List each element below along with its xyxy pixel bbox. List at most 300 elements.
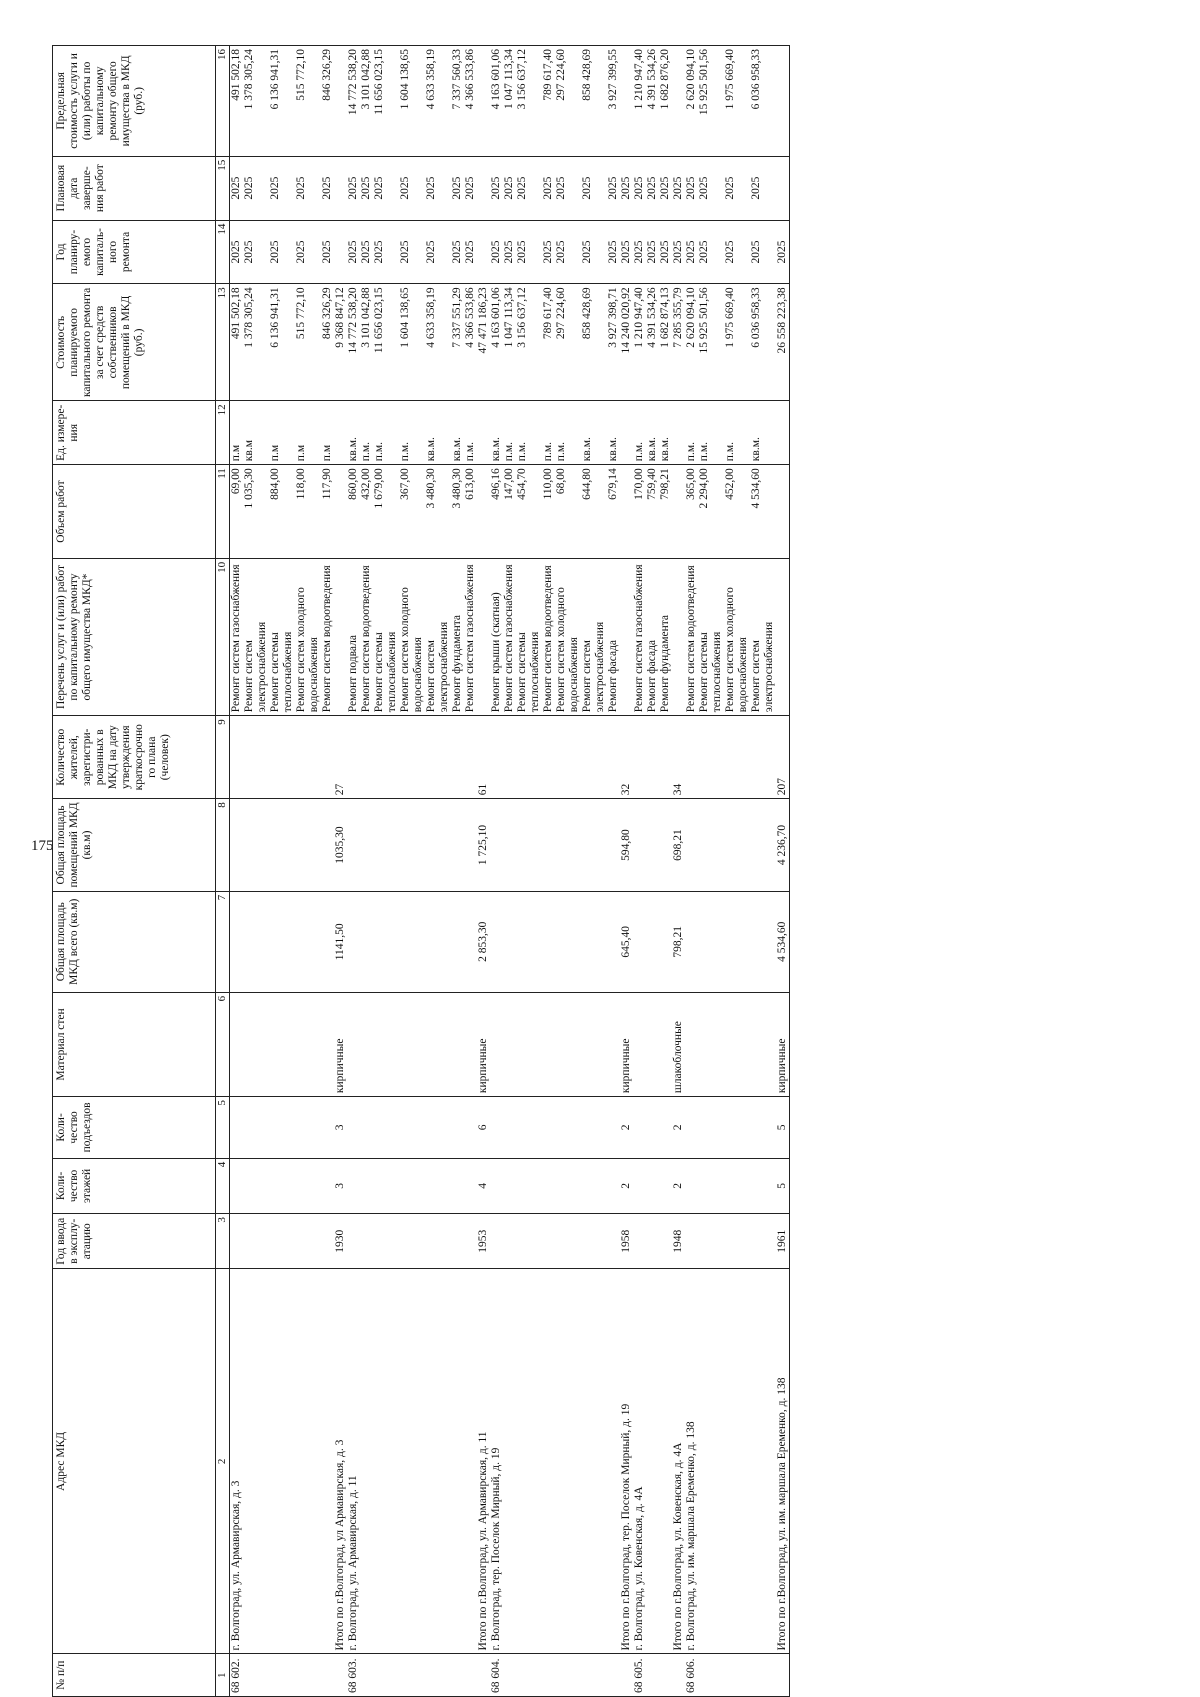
page-number: 175 (31, 838, 54, 854)
cell-built (555, 1214, 581, 1269)
cell-area (685, 799, 698, 892)
cell-total (555, 891, 581, 992)
cell-addr: Итого по г.Волгоград, ул. Ковенская, д. 4А (672, 1269, 685, 1654)
column-header-5: Коли-чество подъездов (53, 1097, 216, 1159)
cell-date: 2025 (620, 156, 633, 220)
cell-unit: п.м. (373, 401, 399, 465)
cell-built: 1953 (477, 1214, 490, 1269)
cell-date: 2025 (399, 156, 425, 220)
cell-cost: 3 101 042,88 (360, 284, 373, 401)
column-number-15: 15 (216, 156, 230, 220)
cell-cost: 3 156 637,12 (516, 284, 542, 401)
cell-built (607, 1214, 620, 1269)
cell-vol: 452,00 (724, 465, 750, 559)
cell-id (295, 1654, 321, 1697)
cell-date: 2025 (503, 156, 516, 220)
cell-id (607, 1654, 620, 1697)
cell-walls (243, 992, 269, 1096)
cell-id (360, 1654, 373, 1697)
cell-work: Ремонт систем электроснабжения (581, 558, 607, 715)
cell-year: 2025 (724, 220, 750, 284)
cell-vol: 2 294,00 (698, 465, 724, 559)
cell-entr (243, 1097, 269, 1159)
cell-built (685, 1214, 698, 1269)
cell-id (672, 1654, 685, 1697)
cell-unit: п.м. (698, 401, 724, 465)
cell-total (542, 891, 555, 992)
cell-floors (685, 1158, 698, 1213)
cell-area (516, 799, 542, 892)
cell-walls (724, 992, 750, 1096)
column-header-13: Стоимость планируемого капитального ремонта за счет средств собственников помещений в МКД (руб.) (53, 284, 216, 401)
cell-addr: г. Волгоград, ул. Армавирская, д. 11 (347, 1269, 360, 1654)
column-number-11: 11 (216, 465, 230, 559)
cell-floors (451, 1158, 464, 1213)
cell-date: 2025 (542, 156, 555, 220)
cell-vol: 613,00 (464, 465, 477, 559)
cell-cost: 297 224,60 (555, 284, 581, 401)
cell-cost: 1 975 669,40 (724, 284, 750, 401)
cell-built (516, 1214, 542, 1269)
cell-id (542, 1654, 555, 1697)
cell-entr (516, 1097, 542, 1159)
cell-area (724, 799, 750, 892)
cell-vol: 432,00 (360, 465, 373, 559)
cell-walls (425, 992, 451, 1096)
cell-built: 1948 (672, 1214, 685, 1269)
cell-limit: 6 136 941,31 (269, 46, 295, 157)
cell-vol: 3 480,30 (451, 465, 464, 559)
cell-floors (230, 1158, 244, 1213)
cell-people (633, 716, 646, 799)
cell-work: Ремонт систем водоотведения (360, 558, 373, 715)
cell-walls (698, 992, 724, 1096)
cell-limit: 1 047 113,34 (503, 46, 516, 157)
cell-area (360, 799, 373, 892)
cell-date: 2025 (451, 156, 464, 220)
cell-addr: г. Волгоград, тер. Поселок Мирный, д. 19 (490, 1269, 503, 1654)
cell-people (360, 716, 373, 799)
cell-work: Ремонт системы теплоснабжения (269, 558, 295, 715)
cell-year: 2025 (295, 220, 321, 284)
column-number-16: 16 (216, 46, 230, 157)
cell-walls: кирпичные (620, 992, 633, 1096)
cell-entr (425, 1097, 451, 1159)
cell-cost: 491 502,18 (230, 284, 244, 401)
cell-cost: 2 620 094,10 (685, 284, 698, 401)
cell-year: 2025 (542, 220, 555, 284)
cell-work: Ремонт систем электроснабжения (243, 558, 269, 715)
cell-built (295, 1214, 321, 1269)
cell-year: 2025 (243, 220, 269, 284)
cell-unit: п.м. (516, 401, 542, 465)
cell-walls (542, 992, 555, 1096)
column-header-6: Материал стен (53, 992, 216, 1096)
cell-cost: 4 391 534,26 (646, 284, 659, 401)
header-row (53, 46, 216, 1697)
cell-area (451, 799, 464, 892)
cell-year: 2025 (360, 220, 373, 284)
cell-total (347, 891, 360, 992)
column-header-9: Количество жителей, зарегистри-рованных в МКД на дату утверждения краткосрочно го плана (человек) (53, 716, 216, 799)
cell-id (477, 1654, 490, 1697)
cell-people (269, 716, 295, 799)
cell-built (750, 1214, 776, 1269)
cell-total (425, 891, 451, 992)
cell-floors (542, 1158, 555, 1213)
cell-date: 2025 (425, 156, 451, 220)
cell-walls (516, 992, 542, 1096)
cell-limit: 1 604 138,65 (399, 46, 425, 157)
cell-work: Ремонт фасада (607, 558, 620, 715)
column-header-1: № п/п (53, 1654, 216, 1697)
cell-vol: 759,40 (646, 465, 659, 559)
cell-entr (607, 1097, 620, 1159)
cell-addr (399, 1269, 425, 1654)
cell-people: 32 (620, 716, 633, 799)
table-row (516, 46, 542, 1697)
cell-year: 2025 (685, 220, 698, 284)
cell-floors (347, 1158, 360, 1213)
cell-cost: 11 656 023,15 (373, 284, 399, 401)
cell-work: Ремонт системы теплоснабжения (373, 558, 399, 715)
cell-total (464, 891, 477, 992)
cell-unit: кв.м. (347, 401, 360, 465)
cell-entr (399, 1097, 425, 1159)
cell-walls (360, 992, 373, 1096)
cell-limit: 4 633 358,19 (425, 46, 451, 157)
cell-date (334, 156, 347, 220)
table-row (490, 46, 503, 1697)
cell-built (243, 1214, 269, 1269)
cell-people (698, 716, 724, 799)
cell-cost: 6 136 941,31 (269, 284, 295, 401)
table-row (503, 46, 516, 1697)
cell-area (750, 799, 776, 892)
cell-area (607, 799, 620, 892)
cell-date: 2025 (464, 156, 477, 220)
cell-total (581, 891, 607, 992)
cell-walls (451, 992, 464, 1096)
cell-cost: 846 326,29 (321, 284, 334, 401)
cell-area (542, 799, 555, 892)
cell-entr: 2 (620, 1097, 633, 1159)
column-header-7: Общая площадь МКД всего (кв.м) (53, 891, 216, 992)
table-row (581, 46, 607, 1697)
table-row (269, 46, 295, 1697)
cell-year: 2025 (503, 220, 516, 284)
cell-addr (360, 1269, 373, 1654)
cell-limit: 3 927 399,55 (607, 46, 620, 157)
cell-limit: 11 656 023,15 (373, 46, 399, 157)
cell-year: 2025 (347, 220, 360, 284)
cell-walls (399, 992, 425, 1096)
cell-date: 2025 (230, 156, 244, 220)
cell-built (399, 1214, 425, 1269)
cell-work: Ремонт систем холодного водоснабжения (295, 558, 321, 715)
cell-entr (750, 1097, 776, 1159)
cell-people (295, 716, 321, 799)
cell-area (230, 799, 244, 892)
column-header-14: Год планиру-емого капиталь-ного ремонта (53, 220, 216, 284)
cell-vol: 496,16 (490, 465, 503, 559)
cell-built (490, 1214, 503, 1269)
cell-people (724, 716, 750, 799)
cell-floors (360, 1158, 373, 1213)
cell-people (607, 716, 620, 799)
cell-year: 2025 (607, 220, 620, 284)
cell-people (581, 716, 607, 799)
cell-date: 2025 (490, 156, 503, 220)
cell-limit: 2 620 094,10 (685, 46, 698, 157)
cell-entr (646, 1097, 659, 1159)
cell-addr: Итого по г.Волгоград, ул Армавирская, д. 3 (334, 1269, 347, 1654)
cell-unit: п.м. (360, 401, 373, 465)
cell-addr (425, 1269, 451, 1654)
cell-total (685, 891, 698, 992)
cell-id (243, 1654, 269, 1697)
cell-floors (490, 1158, 503, 1213)
cell-entr: 6 (477, 1097, 490, 1159)
cell-entr (685, 1097, 698, 1159)
cell-work: Ремонт систем газоснабжения (230, 558, 244, 715)
cell-vol: 147,00 (503, 465, 516, 559)
cell-floors: 2 (620, 1158, 633, 1213)
cell-work (477, 558, 490, 715)
cell-id: 68 606. (685, 1654, 698, 1697)
cell-people (464, 716, 477, 799)
cell-vol (672, 465, 685, 559)
table-row (776, 46, 790, 1697)
cell-work (334, 558, 347, 715)
cell-date: 2025 (685, 156, 698, 220)
cell-addr (269, 1269, 295, 1654)
cell-area (646, 799, 659, 892)
column-number-2: 2 (216, 1269, 230, 1654)
cell-area (243, 799, 269, 892)
cell-year: 2025 (451, 220, 464, 284)
cell-built (542, 1214, 555, 1269)
cell-built (659, 1214, 672, 1269)
cell-unit: п.м. (633, 401, 646, 465)
cell-floors (659, 1158, 672, 1213)
cell-people (373, 716, 399, 799)
cell-id (698, 1654, 724, 1697)
cell-entr (360, 1097, 373, 1159)
cell-walls (347, 992, 360, 1096)
cell-built (425, 1214, 451, 1269)
cell-limit (334, 46, 347, 157)
cell-unit (672, 401, 685, 465)
cell-vol: 884,00 (269, 465, 295, 559)
cell-limit: 1 682 876,20 (659, 46, 672, 157)
cell-built (451, 1214, 464, 1269)
cell-total (451, 891, 464, 992)
cell-id (334, 1654, 347, 1697)
table-row (347, 46, 360, 1697)
cell-addr (750, 1269, 776, 1654)
table-row (334, 46, 347, 1697)
cell-vol (620, 465, 633, 559)
cell-people (490, 716, 503, 799)
table-row (685, 46, 698, 1697)
cell-date (776, 156, 790, 220)
column-header-12: Ед. измере-ния (53, 401, 216, 465)
cell-year: 2025 (633, 220, 646, 284)
table-row (724, 46, 750, 1697)
cell-cost: 9 368 847,12 (334, 284, 347, 401)
cell-limit: 4 163 601,06 (490, 46, 503, 157)
cell-limit: 15 925 501,56 (698, 46, 724, 157)
cell-cost: 4 163 601,06 (490, 284, 503, 401)
cell-floors (295, 1158, 321, 1213)
cell-walls: кирпичные (776, 992, 790, 1096)
cell-year: 2025 (464, 220, 477, 284)
cell-unit: кв.м. (451, 401, 464, 465)
cell-built: 1930 (334, 1214, 347, 1269)
column-number-4: 4 (216, 1158, 230, 1213)
cell-work: Ремонт подвала (347, 558, 360, 715)
cell-walls (750, 992, 776, 1096)
cell-walls: кирпичные (477, 992, 490, 1096)
cell-people (230, 716, 244, 799)
cell-vol: 454,70 (516, 465, 542, 559)
cell-id (581, 1654, 607, 1697)
column-number-9: 9 (216, 716, 230, 799)
cell-addr (451, 1269, 464, 1654)
cell-date: 2025 (750, 156, 776, 220)
cell-total: 2 853,30 (477, 891, 490, 992)
cell-total (503, 891, 516, 992)
cell-people: 61 (477, 716, 490, 799)
cell-entr (503, 1097, 516, 1159)
cell-limit (477, 46, 490, 157)
rotated-table-wrapper (52, 45, 1180, 1697)
cell-area: 594,80 (620, 799, 633, 892)
cell-addr (646, 1269, 659, 1654)
cell-area (555, 799, 581, 892)
cell-year (477, 220, 490, 284)
cell-total (360, 891, 373, 992)
table-row (633, 46, 646, 1697)
cell-work: Ремонт систем водоотведения (685, 558, 698, 715)
cell-floors (607, 1158, 620, 1213)
cell-walls: кирпичные (334, 992, 347, 1096)
cell-built (373, 1214, 399, 1269)
cell-unit: п.м. (464, 401, 477, 465)
cell-year: 2025 (659, 220, 672, 284)
cell-date: 2025 (633, 156, 646, 220)
cell-unit: п.м. (555, 401, 581, 465)
cell-limit: 1 378 305,24 (243, 46, 269, 157)
cell-walls (581, 992, 607, 1096)
cell-unit: кв.м (243, 401, 269, 465)
cell-people (659, 716, 672, 799)
cell-year: 2025 (672, 220, 685, 284)
cell-year: 2025 (698, 220, 724, 284)
column-number-10: 10 (216, 558, 230, 715)
cell-people (555, 716, 581, 799)
cell-area (464, 799, 477, 892)
cell-unit (620, 401, 633, 465)
cell-addr (607, 1269, 620, 1654)
cell-floors (516, 1158, 542, 1213)
cell-people (685, 716, 698, 799)
cell-work: Ремонт систем холодного водоснабжения (724, 558, 750, 715)
cell-vol: 1 679,00 (373, 465, 399, 559)
cell-floors (698, 1158, 724, 1213)
cell-work (620, 558, 633, 715)
cell-vol: 860,00 (347, 465, 360, 559)
cell-vol: 68,00 (555, 465, 581, 559)
cell-people (399, 716, 425, 799)
cell-people: 207 (776, 716, 790, 799)
table-row (607, 46, 620, 1697)
cell-walls (464, 992, 477, 1096)
cell-total (399, 891, 425, 992)
table-row (360, 46, 373, 1697)
cell-vol: 367,00 (399, 465, 425, 559)
table-row (672, 46, 685, 1697)
cell-total (295, 891, 321, 992)
cell-area (295, 799, 321, 892)
cell-id (646, 1654, 659, 1697)
cell-addr (555, 1269, 581, 1654)
cell-walls (646, 992, 659, 1096)
cell-floors (724, 1158, 750, 1213)
cell-limit: 3 156 637,12 (516, 46, 542, 157)
cell-work (776, 558, 790, 715)
cell-built (269, 1214, 295, 1269)
cell-id: 68 603. (347, 1654, 360, 1697)
column-header-16: Предельная стоимость услуги и (или) работы по капитальному ремонту общего имущества в МКД (руб.) (53, 46, 216, 157)
cell-walls (633, 992, 646, 1096)
cell-work: Ремонт фундамента (451, 558, 464, 715)
cell-year: 2025 (373, 220, 399, 284)
table-row (750, 46, 776, 1697)
cell-entr: 3 (334, 1097, 347, 1159)
cell-built: 1961 (776, 1214, 790, 1269)
cell-built (633, 1214, 646, 1269)
cell-work: Ремонт систем холодного водоснабжения (555, 558, 581, 715)
cell-walls (230, 992, 244, 1096)
cell-year: 2025 (269, 220, 295, 284)
cell-total: 4 534,60 (776, 891, 790, 992)
cell-entr (464, 1097, 477, 1159)
column-header-4: Коли-чество этажей (53, 1158, 216, 1213)
cell-addr (464, 1269, 477, 1654)
cell-date: 2025 (607, 156, 620, 220)
cell-area: 1035,30 (334, 799, 347, 892)
column-header-10: Перечень услуг и (или) работ по капитальному ремонту общего имущества МКД* (53, 558, 216, 715)
cell-limit: 491 502,18 (230, 46, 244, 157)
cell-limit: 789 617,40 (542, 46, 555, 157)
cell-vol: 644,80 (581, 465, 607, 559)
column-number-12: 12 (216, 401, 230, 465)
cell-date: 2025 (347, 156, 360, 220)
column-number-14: 14 (216, 220, 230, 284)
cell-unit (477, 401, 490, 465)
cell-walls (490, 992, 503, 1096)
cell-cost: 26 558 223,38 (776, 284, 790, 401)
cell-cost: 1 210 947,40 (633, 284, 646, 401)
cell-id (451, 1654, 464, 1697)
cell-work: Ремонт систем газоснабжения (503, 558, 516, 715)
cell-addr: Итого по г.Волгоград, ул. Армавирская, д. 11 (477, 1269, 490, 1654)
cell-cost: 858 428,69 (581, 284, 607, 401)
cell-built (464, 1214, 477, 1269)
cell-floors (646, 1158, 659, 1213)
